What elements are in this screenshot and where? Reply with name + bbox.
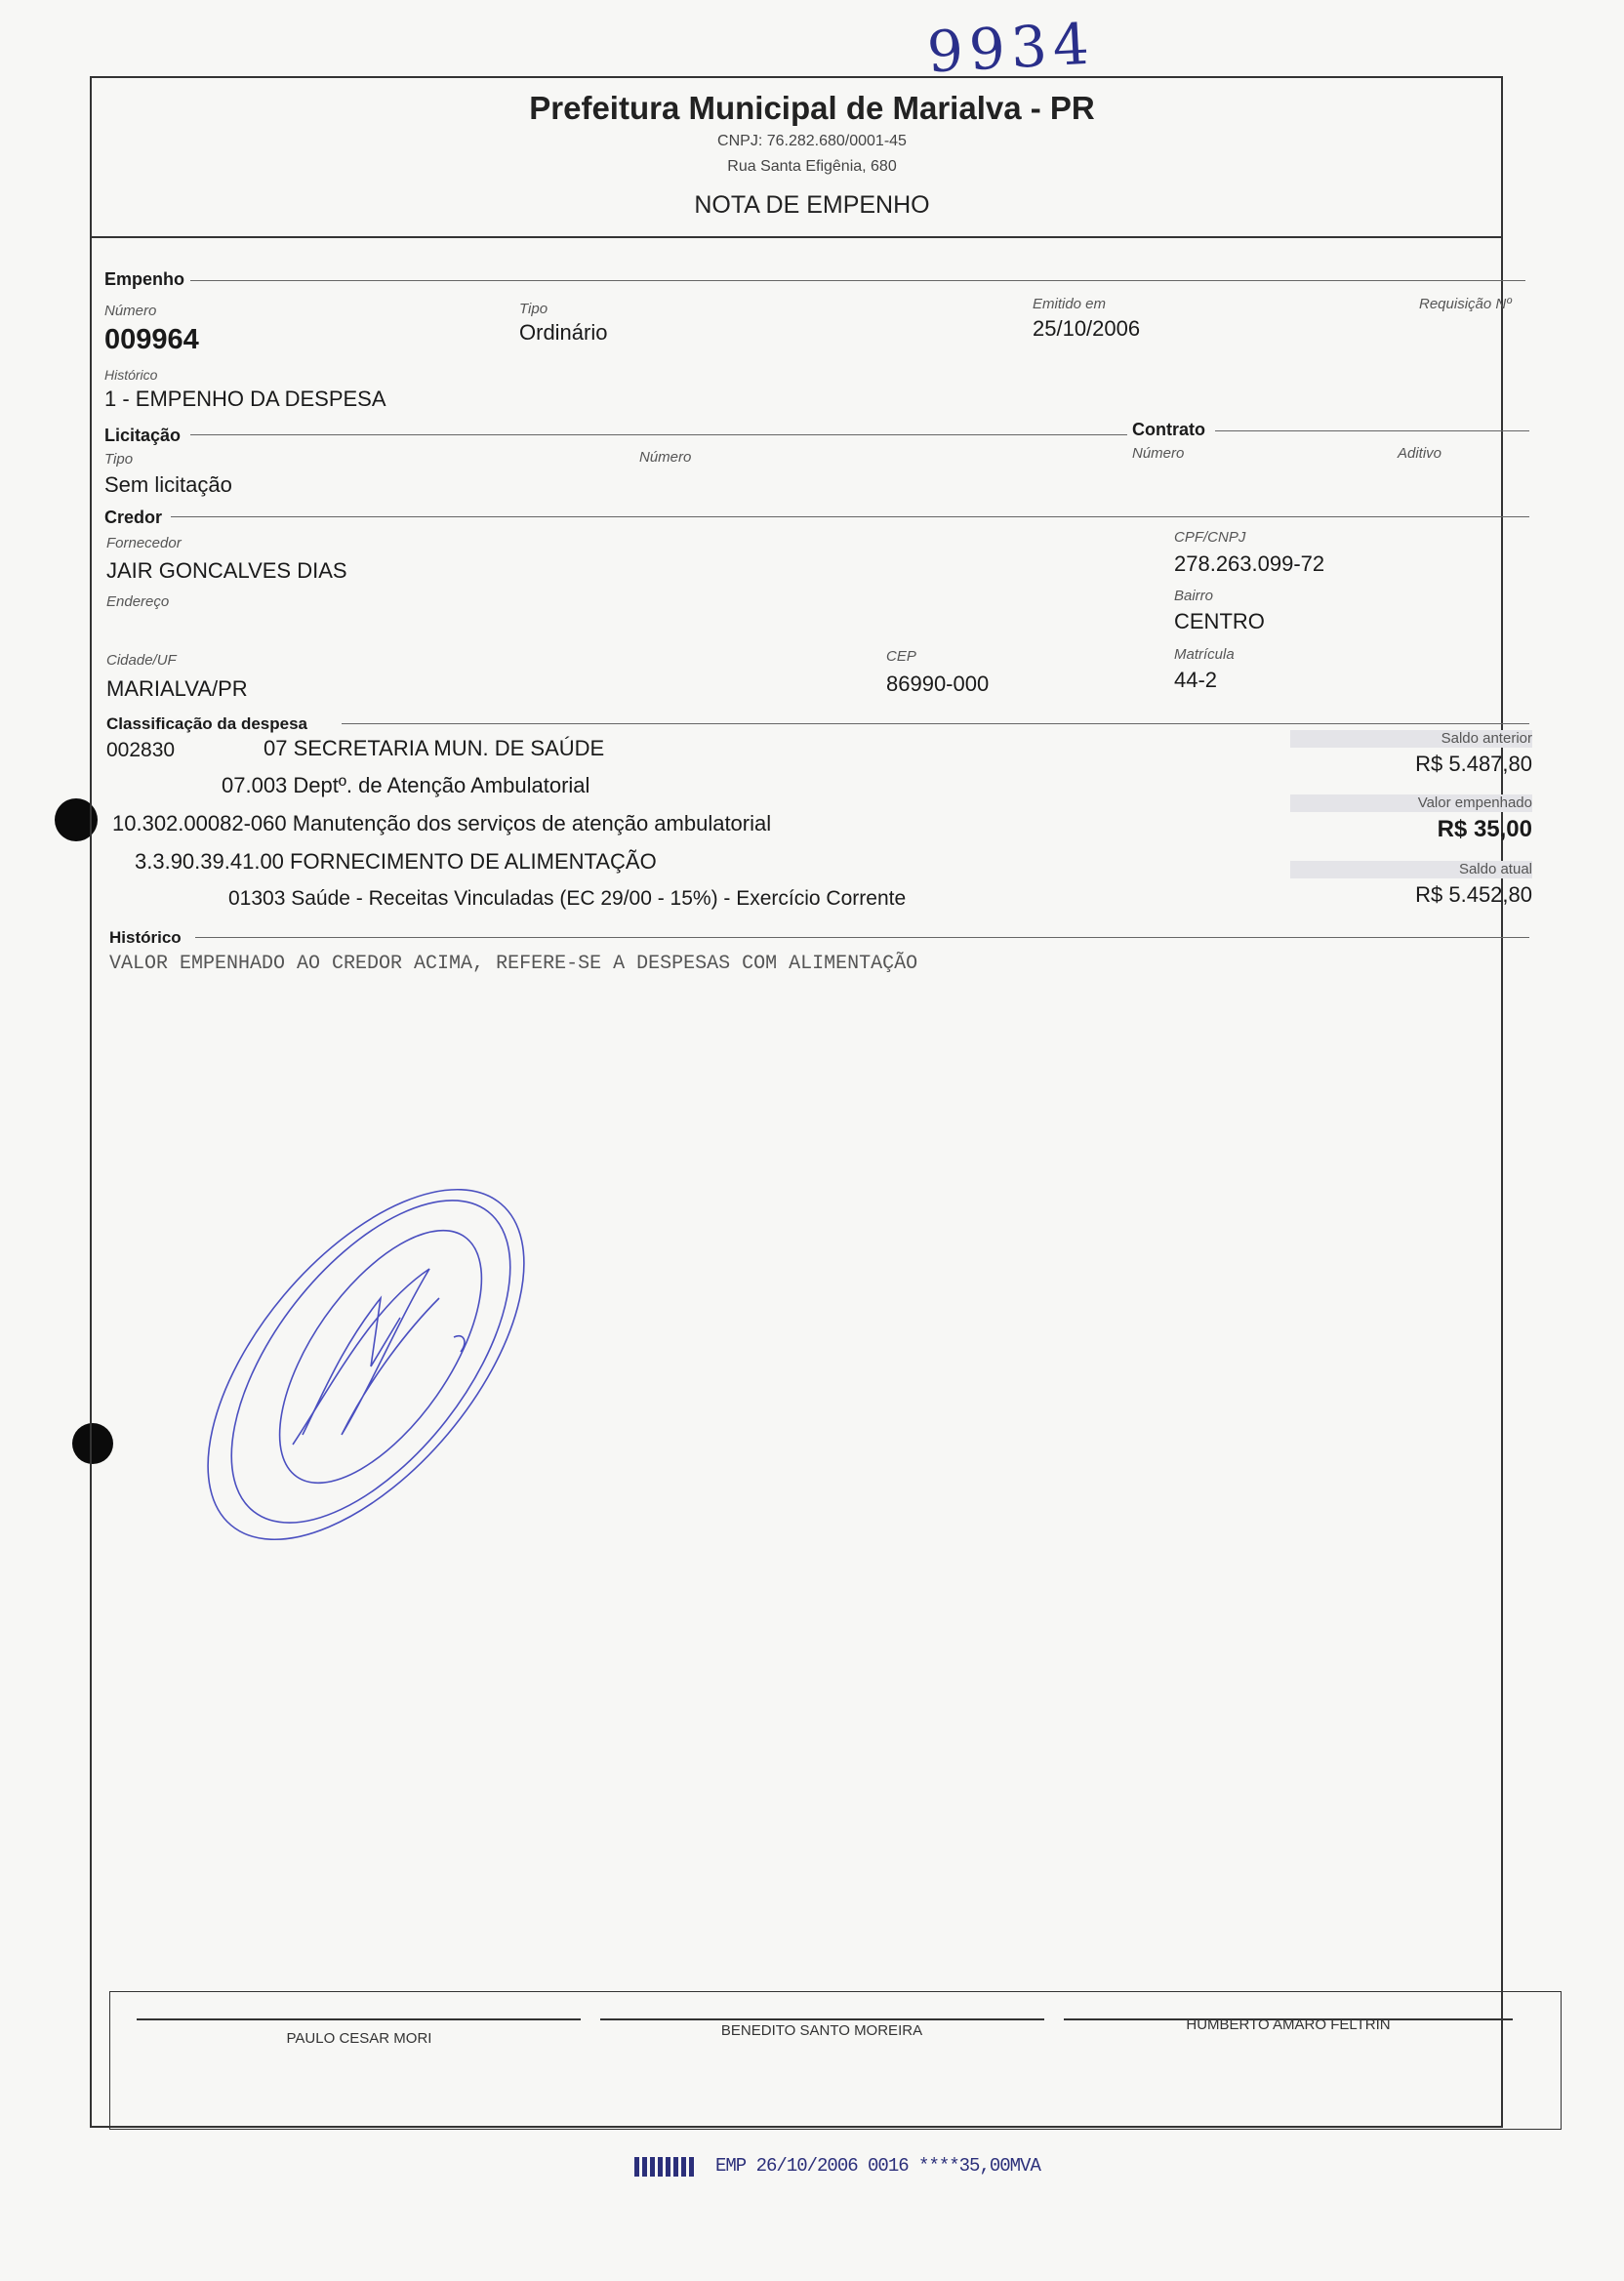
section-empenho: Empenho [104, 269, 190, 290]
class-line2: 07.003 Deptº. de Atenção Ambulatorial [222, 773, 590, 797]
signature-line-1 [137, 2018, 581, 2020]
signature-name-1: PAULO CESAR MORI [286, 2030, 432, 2047]
class-line1-text: 07 SECRETARIA MUN. DE SAÚDE [264, 736, 605, 760]
licitacao-numero-label: Número [639, 449, 692, 466]
bairro-label: Bairro [1174, 588, 1214, 604]
saldo-anterior: R$ 5.487,80 [1415, 752, 1532, 776]
cnpj-line: CNPJ: 76.282.680/0001-45 [717, 133, 907, 149]
document-frame [90, 76, 1503, 2128]
saldo-atual: R$ 5.452,80 [1415, 882, 1532, 907]
section-historico: Histórico [109, 928, 187, 948]
empenho-tipo: Ordinário [519, 320, 608, 345]
handwritten-page-number: 9934 [925, 10, 1097, 86]
empenho-historico-label: Histórico [104, 367, 158, 383]
section-contrato: Contrato [1132, 420, 1211, 440]
fornecedor-label: Fornecedor [106, 535, 182, 551]
section-licitacao: Licitação [104, 426, 186, 446]
historico-text: VALOR EMPENHADO AO CREDOR ACIMA, REFERE-SE A DESPESAS COM ALIMENTAÇÃO [109, 953, 918, 975]
class-line1-code: 002830 [106, 739, 176, 761]
signature-name-3: HUMBERTO AMARO FELTRIN [1186, 2016, 1391, 2033]
cep-value: 86990-000 [886, 672, 990, 696]
signature-line-2 [600, 2018, 1044, 2020]
licitacao-tipo-label: Tipo [104, 451, 134, 468]
empenho-numero: 009964 [104, 324, 199, 355]
municipality-title: Prefeitura Municipal de Marialva - PR [529, 90, 1095, 126]
stamp-logo [634, 2157, 695, 2177]
fornecedor-name: JAIR GONCALVES DIAS [106, 558, 347, 583]
address-line: Rua Santa Efigênia, 680 [727, 158, 897, 175]
matricula-value: 44-2 [1174, 668, 1218, 692]
licitacao-tipo: Sem licitação [104, 472, 232, 497]
bairro-value: CENTRO [1174, 609, 1265, 633]
endereco-label: Endereço [106, 593, 170, 610]
emitido-label: Emitido em [1033, 296, 1107, 312]
cep-label: CEP [886, 648, 916, 665]
section-credor: Credor [104, 508, 168, 528]
print-stamp: EMP 26/10/2006 0016 ****35,00MVA [715, 2155, 1040, 2177]
contrato-aditivo-label: Aditivo [1398, 445, 1442, 462]
contrato-numero-label: Número [1132, 445, 1185, 462]
empenho-numero-label: Número [104, 303, 157, 319]
class-line4: 3.3.90.39.41.00 FORNECIMENTO DE ALIMENTAÇÃO [135, 849, 657, 874]
empenho-tipo-label: Tipo [519, 301, 548, 317]
empenho-historico: 1 - EMPENHO DA DESPESA [104, 387, 386, 411]
signature-scribble [146, 1152, 595, 1581]
cpf-label: CPF/CNPJ [1174, 529, 1246, 546]
signature-frame [109, 1991, 1562, 2130]
document-title: NOTA DE EMPENHO [694, 191, 930, 219]
requisicao-label: Requisição Nº [1419, 296, 1512, 312]
signature-name-2: BENEDITO SANTO MOREIRA [720, 2022, 923, 2039]
valor-empenhado: R$ 35,00 [1437, 816, 1532, 842]
cidade-label: Cidade/UF [106, 652, 177, 669]
saldo-atual-label: Saldo atual [1458, 861, 1532, 877]
emitido-date: 25/10/2006 [1033, 316, 1141, 341]
matricula-label: Matrícula [1174, 646, 1235, 663]
section-classificacao: Classificação da despesa [106, 714, 313, 734]
saldo-anterior-label: Saldo anterior [1441, 730, 1532, 747]
cpf-value: 278.263.099-72 [1174, 551, 1325, 576]
valor-empenhado-label: Valor empenhado [1417, 794, 1532, 811]
class-line3: 10.302.00082-060 Manutenção dos serviços de atenção ambulatorial [112, 811, 772, 835]
cidade-value: MARIALVA/PR [106, 676, 248, 701]
class-line5: 01303 Saúde - Receitas Vinculadas (EC 29/00 - 15%) - Exercício Corrente [228, 887, 907, 910]
